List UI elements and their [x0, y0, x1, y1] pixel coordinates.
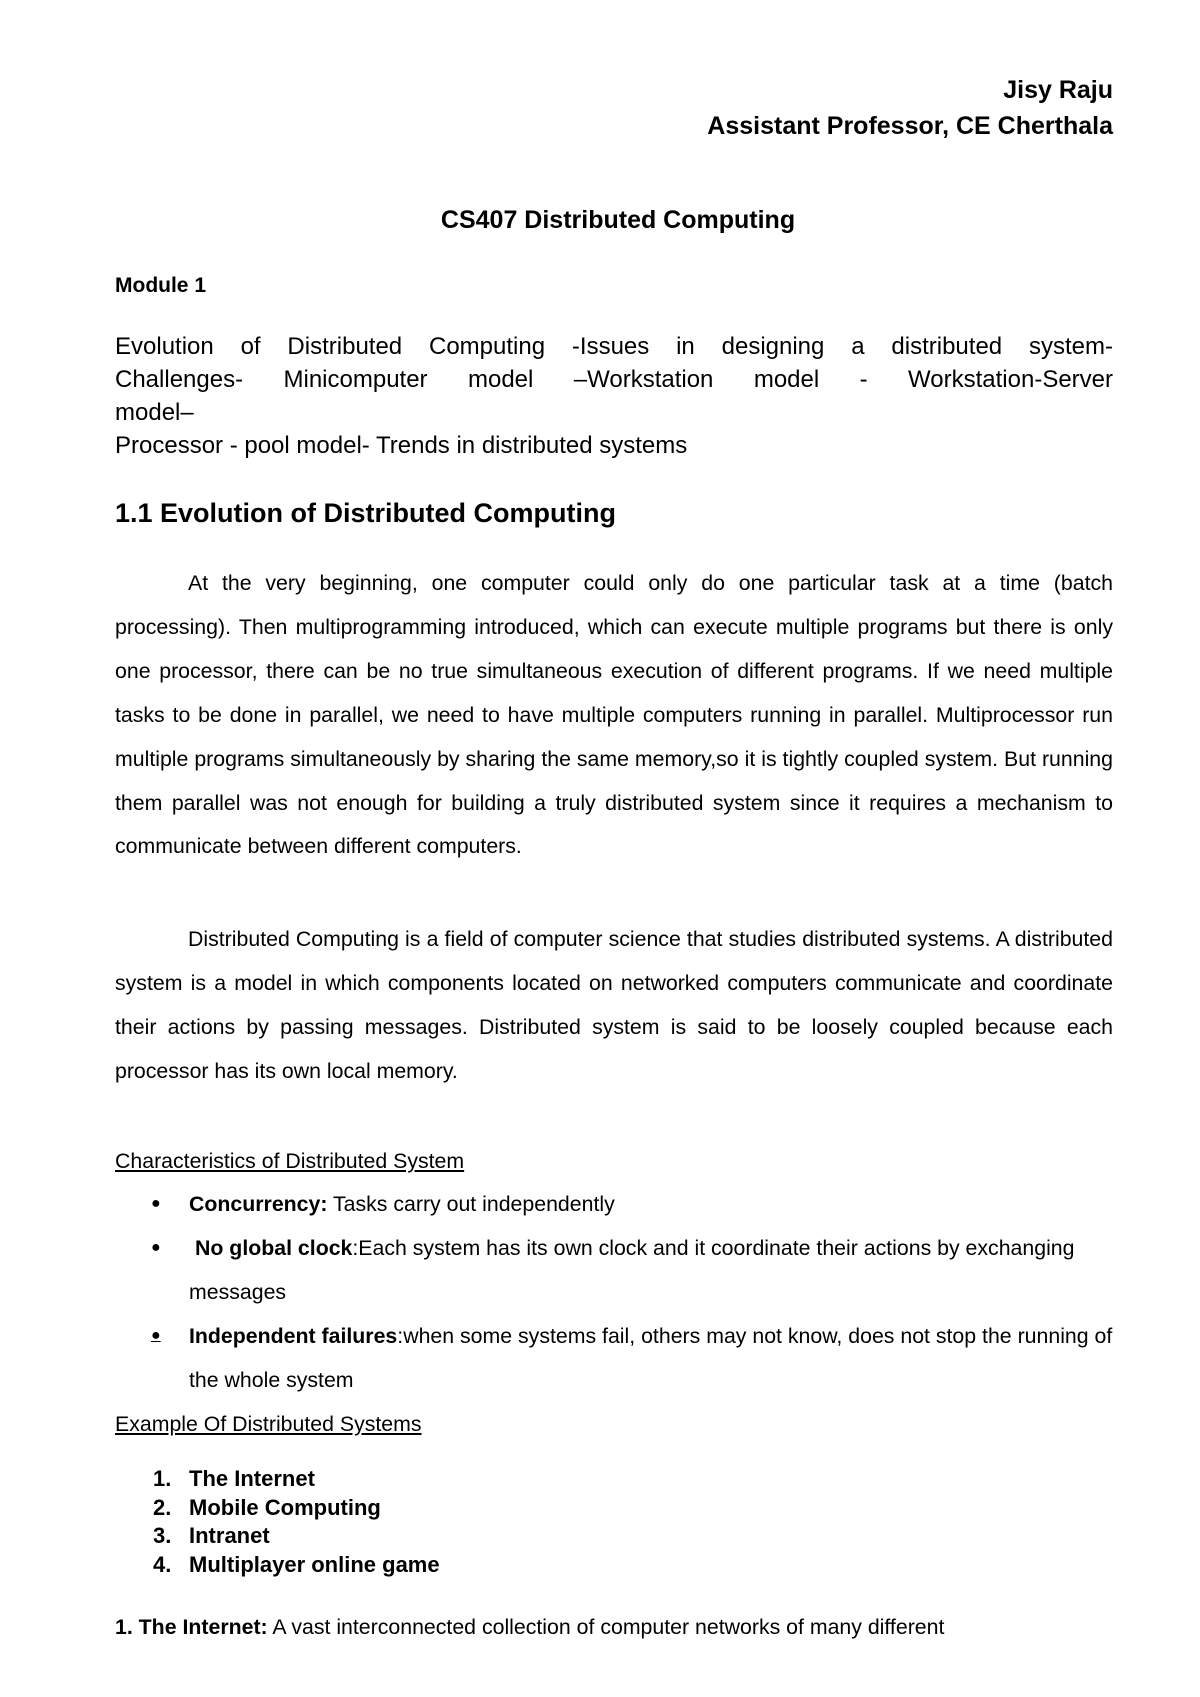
definition-term: 1. The Internet:: [115, 1615, 268, 1639]
bullet-icon: ●: [151, 1239, 161, 1256]
item-label: The Internet: [189, 1466, 315, 1491]
syllabus-line: Challenges- Minicomputer model –Workstation model - Workstation-Server: [115, 366, 1113, 393]
characteristics-heading: Characteristics of Distributed System: [115, 1149, 465, 1173]
paragraph-text: Distributed Computing is a field of computer science that studies distributed systems. A distributed system is a model in which components located on networked computers communicate and coordinate their actions by passing messages. Distributed system is said to be loosely coupled because each processor has its own local memory.: [115, 927, 1113, 1083]
syllabus-line: Processor - pool model- Trends in distributed systems: [115, 432, 688, 459]
list-item: [115, 1314, 1113, 1402]
bullet-icon: ●: [151, 1327, 161, 1344]
examples-list: [115, 1465, 440, 1579]
item-text: :Each system has its own clock and it coordinate their actions by exchanging messages: [189, 1236, 1075, 1304]
item-label: Multiplayer online game: [189, 1551, 440, 1577]
item-number: 1.: [153, 1466, 172, 1491]
item-text: :when some systems fail, others may not know, does not stop the running of the whole system: [189, 1324, 1113, 1392]
section-heading: 1.1 Evolution of Distributed Computing: [115, 498, 616, 528]
author-name: Jisy Raju: [1003, 76, 1113, 104]
syllabus-line: model–: [115, 399, 194, 426]
item-number: 2.: [153, 1494, 172, 1520]
course-title: CS407 Distributed Computing: [440, 206, 796, 234]
item-term: Independent failures: [189, 1324, 398, 1348]
item-term: Concurrency:: [189, 1192, 328, 1216]
examples-heading: Example Of Distributed Systems: [115, 1412, 422, 1436]
paragraph-text: At the very beginning, one computer could only do one particular task at a time (batch processing). Then multiprogramming introduced, which can execute multiple programs but there is only one processor, there can be no true simultaneous execution of different programs. If we need multiple tasks to be done in parallel, we need to have multiple computers running in parallel. Multiprocessor run multiple programs simultaneously by sharing the same memory,so it is tightly coupled system. But running them parallel was not enough for building a truly distributed system since it requires a mechanism to communicate between different computers.: [115, 571, 1113, 859]
item-number: 4.: [153, 1551, 172, 1577]
item-label: Intranet: [189, 1523, 270, 1548]
item-text: Tasks carry out independently: [327, 1192, 615, 1216]
list-item: [115, 1551, 440, 1580]
definition-text: A vast interconnected collection of computer networks of many different: [267, 1615, 945, 1639]
list-item: [115, 1494, 440, 1523]
list-item: [115, 1182, 1113, 1226]
syllabus-topics: [115, 330, 1113, 462]
module-label: Module 1: [115, 274, 207, 297]
list-item: [115, 1226, 1113, 1314]
list-item: [115, 1465, 440, 1494]
syllabus-line: Evolution of Distributed Computing -Issues in designing a distributed system-: [115, 333, 1113, 360]
body-paragraph: [115, 562, 1113, 869]
body-paragraph: [115, 918, 1113, 1094]
list-item: [115, 1522, 440, 1551]
characteristics-list: [115, 1182, 1113, 1402]
internet-definition: [115, 1612, 944, 1642]
item-label: Mobile Computing: [189, 1494, 381, 1520]
author-block: [707, 72, 1113, 144]
bullet-icon: ●: [151, 1195, 161, 1212]
item-number: 3.: [153, 1523, 172, 1548]
author-title: Assistant Professor, CE Cherthala: [707, 112, 1113, 140]
item-term: No global clock: [195, 1236, 353, 1260]
